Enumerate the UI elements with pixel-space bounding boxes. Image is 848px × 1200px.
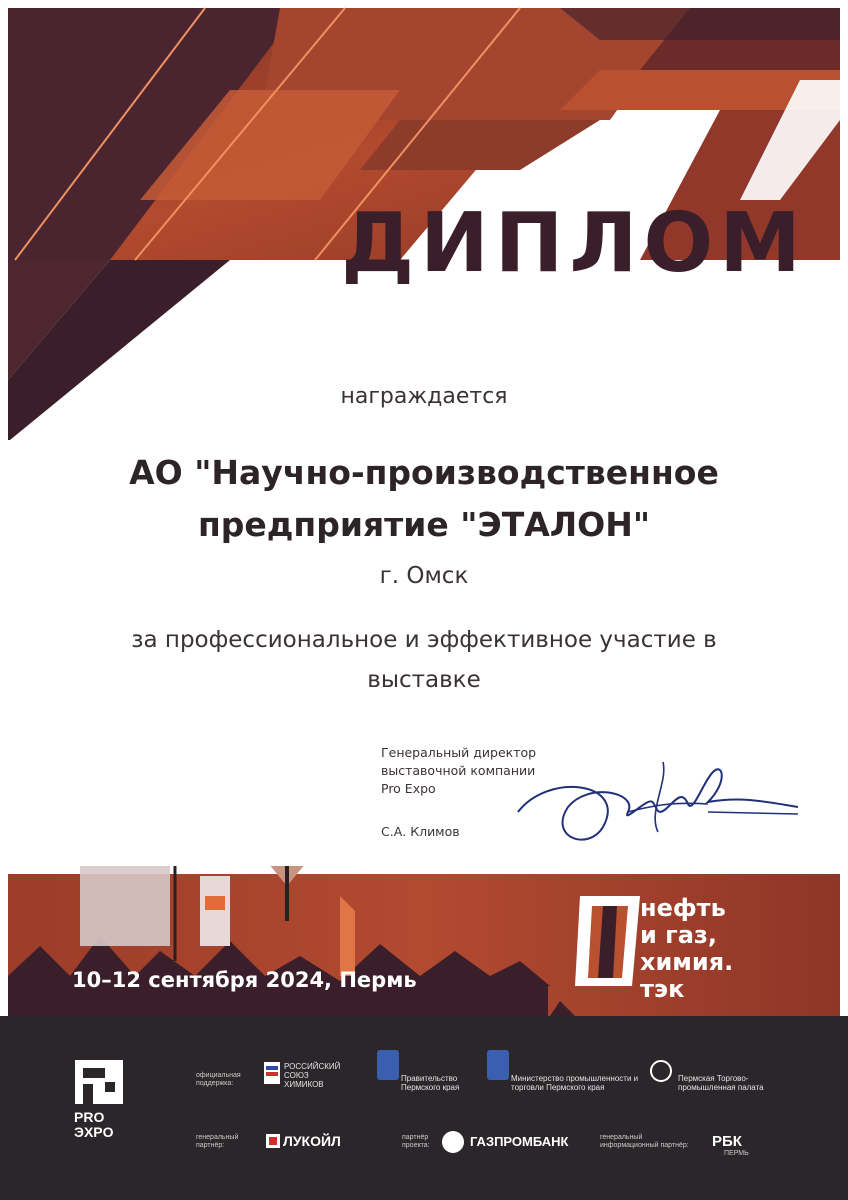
pro-expo-line-1: PRO xyxy=(74,1109,105,1125)
organization-name xyxy=(0,447,848,551)
pro-expo-line-2: ЭXPO xyxy=(74,1124,114,1140)
organization-line-1: АО "Научно-производственное xyxy=(129,453,719,492)
support-chemists-union: РОССИЙСКИЙ СОЮЗ ХИМИКОВ xyxy=(284,1062,341,1089)
event-dates-place: 10–12 сентября 2024, Пермь xyxy=(72,968,417,992)
project-partner: ГАЗПРОМБАНК xyxy=(470,1134,569,1149)
lukoil-logo-icon xyxy=(266,1134,280,1148)
signature xyxy=(508,752,808,862)
general-partner-label: генеральный партнёр: xyxy=(196,1134,239,1149)
organization-line-2: предприятие "ЭТАЛОН" xyxy=(197,505,651,544)
info-partner-label: генеральный информационный партнёр: xyxy=(600,1134,689,1149)
support-perm-government: Правительство Пермского края xyxy=(401,1074,460,1092)
event-name-line-2: и газ, xyxy=(640,921,717,949)
support-chamber-of-commerce: Пермская Торгово-промышленная палата xyxy=(678,1074,764,1092)
city: г. Омск xyxy=(379,563,469,589)
gazprombank-logo-icon xyxy=(442,1131,464,1153)
awarded-label: награждается xyxy=(340,384,508,409)
pro-expo-logo-icon xyxy=(75,1060,125,1104)
event-name-line-1: нефть xyxy=(640,894,726,922)
footer-partners xyxy=(0,1016,848,1200)
ministry-emblem-icon xyxy=(487,1050,509,1080)
reason-line-1: за профессиональное и эффективное участие в xyxy=(131,627,717,653)
info-partner-sub: ПЕРМЬ xyxy=(724,1150,749,1157)
diploma-title: ДИПЛОМ xyxy=(341,196,807,291)
official-support-label: официальная поддержка: xyxy=(196,1072,241,1087)
general-partner: ЛУКОЙЛ xyxy=(283,1133,341,1149)
position-line-2: выставочной компании xyxy=(381,763,536,778)
support-ministry: Министерство промышленности и торговли Пермского края xyxy=(511,1074,639,1092)
position-line-1: Генеральный директор xyxy=(381,745,537,760)
award-reason xyxy=(0,620,848,700)
signatory-name: С.А. Климов xyxy=(381,824,460,839)
reason-line-2: выставке xyxy=(367,667,481,693)
pro-expo-logo-text xyxy=(74,1110,114,1140)
chemists-union-logo-icon xyxy=(264,1062,280,1084)
chamber-of-commerce-logo-icon xyxy=(650,1060,672,1082)
event-name xyxy=(640,895,733,1003)
project-partner-label: партнёр проекта: xyxy=(402,1134,430,1149)
perm-krai-emblem-icon xyxy=(377,1050,399,1080)
position-line-3: Pro Expo xyxy=(381,781,436,796)
info-partner: РБК xyxy=(712,1133,742,1150)
event-name-line-3: химия. xyxy=(640,948,734,976)
event-name-line-4: тэк xyxy=(640,975,685,1003)
